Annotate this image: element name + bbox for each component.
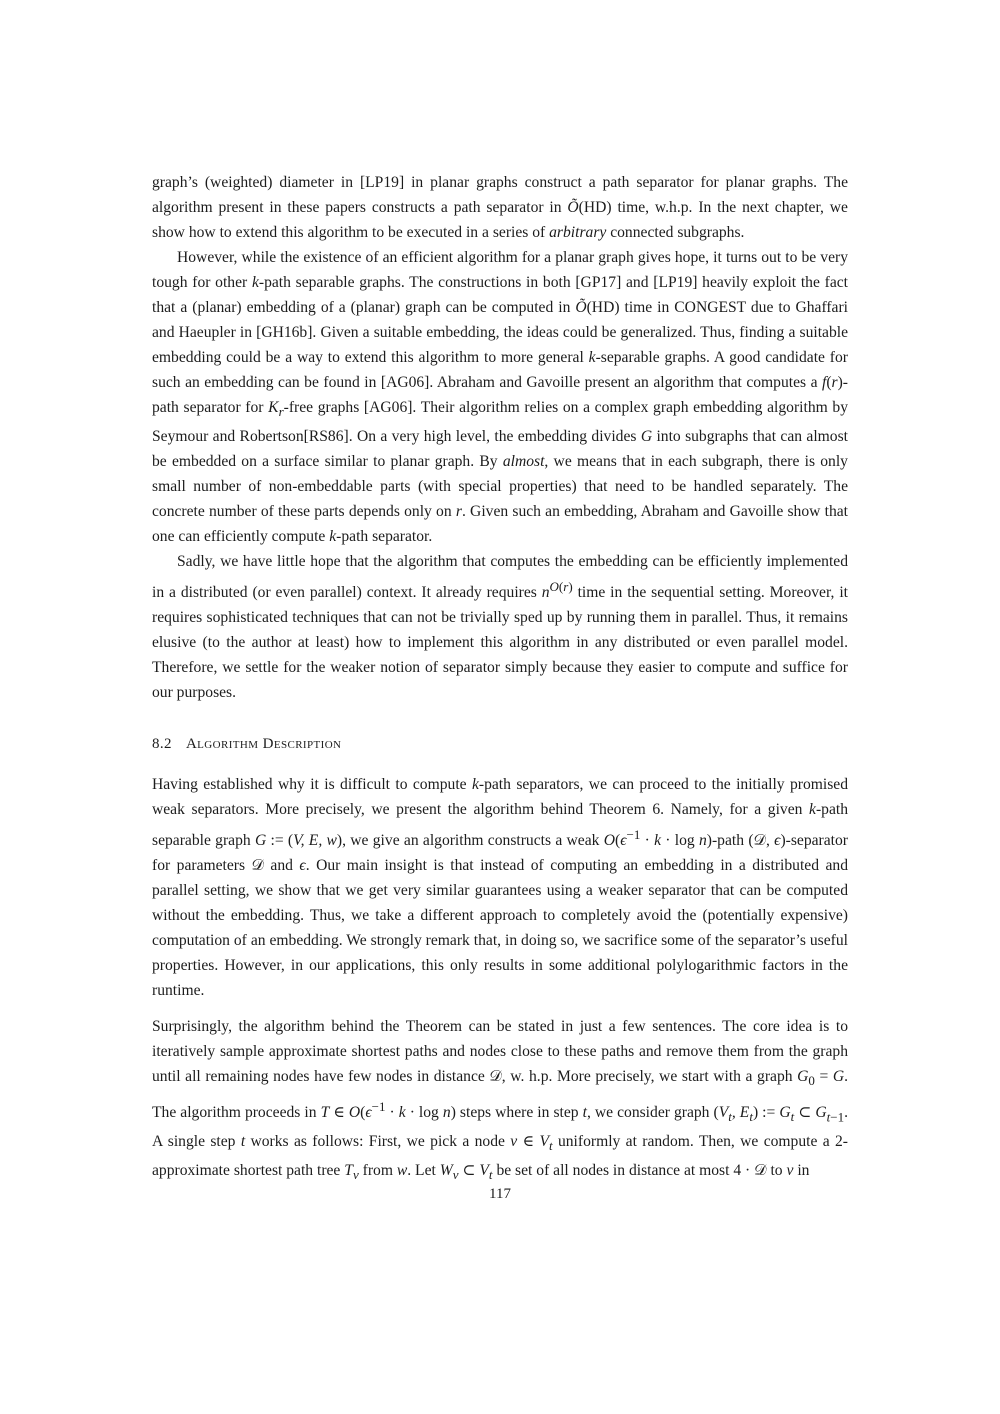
section-number: 8.2	[152, 736, 172, 753]
page-body	[152, 170, 848, 1187]
paragraph-2: However, while the existence of an efficient algorithm for a planar graph gives hope, it turns out to be very tough for other k-path separable graphs. The constructions in both [GP17] and [LP19] heavily exploit the fact that a (planar) embedding of a (planar) graph can be computed in Õ(HD) time in CONGEST due to Ghaffari and Haeupler in [GH16b]. Given a suitable embedding, the ideas could be generalized. Thus, finding a suitable embedding could be a way to extend this algorithm to more general k-separable graphs. A good candidate for such an embedding can be found in [AG06]. Abraham and Gavoille present an algorithm that computes a f(r)-path separator for $K_r$-free graphs [AG06]. Their algorithm relies on a complex graph embedding algorithm by Seymour and Robertson[RS86]. On a very high level, the embedding divides G into subgraphs that can almost be embedded on a surface similar to planar graph. By almost, we means that in each subgraph, there is only small number of non-embeddable parts (with special properties) that need to be handled separately. The concrete number of these parts depends only on r. Given such an embedding, Abraham and Gavoille show that one can efficiently compute k-path separator.	[152, 249, 849, 546]
paragraph-4: Having established why it is difficult to compute k-path separators, we can proceed to the initially promised weak separators. More precisely, we present the algorithm behind Theorem 6. Namely, for a given k-path separable graph G := (V, E, w), we give an algorithm constructs a weak $O(\epsilon^{-1} \cdot k \cdot \log$ n)-path (𝒟, ϵ)-separator for parameters 𝒟 and ϵ. Our main insight is that instead of computing an embedding in a distributed and parallel setting, we show that we get very similar guarantees using a weaker separator that can be computed without the embedding. Thus, we take a different approach to completely avoid the (potentially expensive) computation of an embedding. We strongly remark that, in doing so, we sacrifice some of the separator’s useful properties. However, in our applications, this only results in some additional polylogarithmic factors in the runtime.	[152, 776, 849, 1000]
paragraph-3: Sadly, we have little hope that the algorithm that computes the embedding can be efficiently implemented in a distributed (or even parallel) context. It already requires $n^{O(r)}$ time in the sequential setting. Moreover, it requires sophisticated techniques that can not be trivially sped up by running them in parallel. Thus, it remains elusive (to the author at least) how to implement this algorithm in any distributed or even parallel model. Therefore, we settle for the weaker notion of separator simply because they easier to compute and suffice for our purposes.	[152, 553, 848, 702]
page-number: 117	[489, 1186, 511, 1202]
section-heading	[152, 734, 848, 754]
paragraph-5: Surprisingly, the algorithm behind the Theorem can be stated in just a few sentences. The core idea is to iteratively sample approximate shortest paths and nodes close to these paths and remove them from the graph until all remaining nodes have few nodes in distance 𝒟, w. h.p. More precisely, we start with a graph $G_0 = G$. The algorithm proceeds in T ∈ $O(\epsilon^{-1} \cdot k \cdot \log n)$ steps where in step t, we consider graph ($V_t$, $E_t$) := $G_t$ ⊂ $G_{t-1}$. A single step t works as follows: First, we pick a node v ∈ $V_t$ uniformly at random. Then, we compute a 2-approximate shortest path tree $T_v$ from w. Let $W_v$ ⊂ $V_t$ be set of all nodes in distance at most 4 · 𝒟 to v in	[152, 1018, 849, 1183]
section-title: Algorithm Description	[185, 736, 342, 753]
paragraph-1: graph’s (weighted) diameter in [LP19] in planar graphs construct a path separator for planar graphs. The algorithm present in these papers constructs a path separator in Õ(HD) time, w.h.p. In the next chapter, we show how to extend this algorithm to be executed in a series of arbitrary connected subgraphs.	[152, 174, 848, 241]
